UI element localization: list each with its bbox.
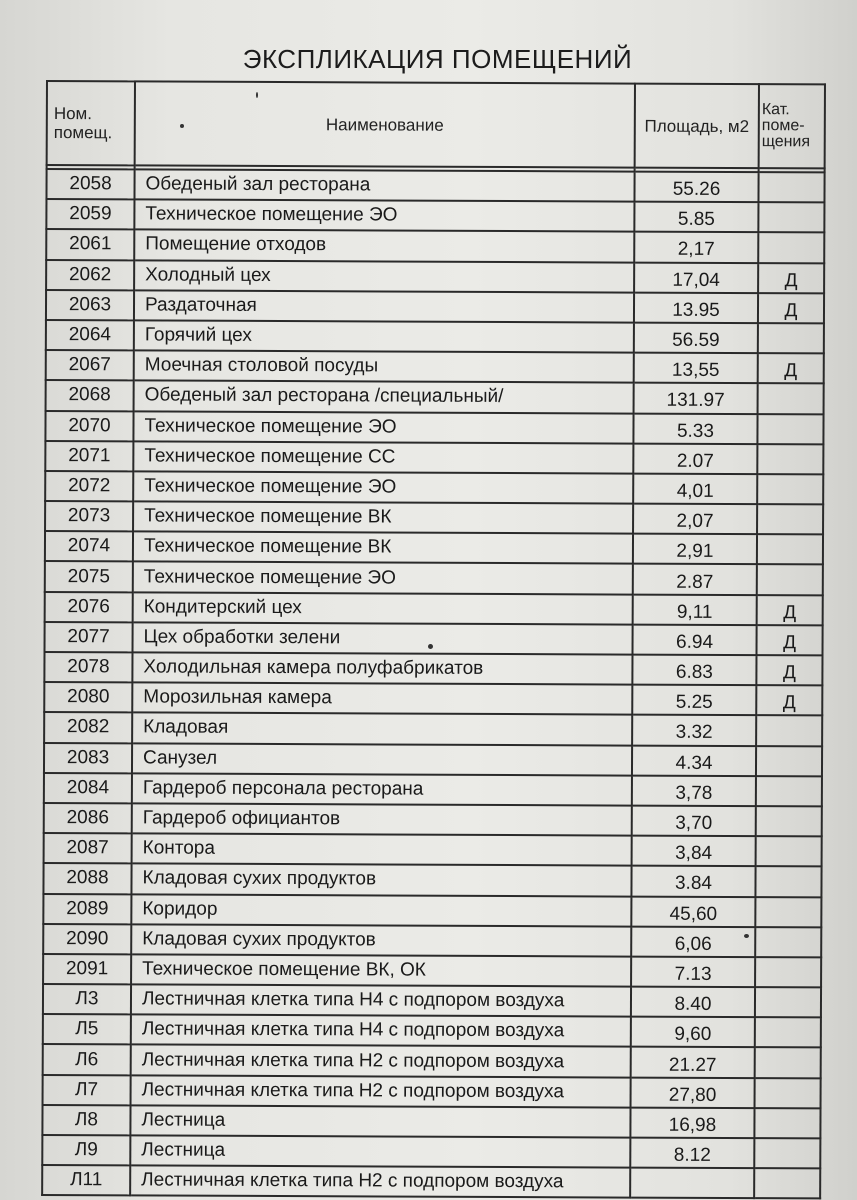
ink-speck [256, 92, 258, 98]
room-number: 2088 [43, 863, 131, 894]
room-area: 6,06 [631, 926, 755, 957]
room-name: Обеденый зал ресторана [134, 169, 634, 201]
room-number: 2058 [46, 169, 134, 200]
room-number: 2084 [44, 773, 132, 804]
room-name: Кондитерский цех [133, 592, 633, 624]
table-row [45, 561, 823, 595]
table-row [46, 380, 824, 414]
room-name: Цех обработки зелени [133, 622, 633, 654]
document-title: ЭКСПЛИКАЦИЯ ПОМЕЩЕНИЙ [242, 44, 633, 74]
room-category [756, 806, 822, 836]
room-category: Д [756, 655, 822, 685]
room-name: Техническое помещение ЭО [133, 411, 633, 443]
room-area: 3.84 [631, 866, 755, 897]
table-row [44, 712, 822, 746]
table-row [46, 169, 824, 203]
room-area: 16,98 [630, 1107, 754, 1138]
room-area: 55.26 [634, 172, 758, 203]
room-name: Лестница [130, 1105, 630, 1137]
table-row [43, 1044, 821, 1078]
room-area: 3.32 [632, 715, 756, 746]
room-name: Раздаточная [134, 290, 634, 322]
room-area: 2,07 [633, 504, 757, 535]
room-category [758, 172, 824, 202]
room-category [754, 1108, 820, 1138]
room-area [630, 1168, 754, 1199]
table-row [45, 592, 823, 626]
room-number: 2082 [44, 712, 132, 743]
room-category [754, 1138, 820, 1168]
table-row [45, 471, 823, 505]
room-name: Техническое помещение ВК [133, 501, 633, 533]
room-area: 4,01 [633, 473, 757, 504]
room-number: 2072 [45, 471, 133, 502]
table-row [45, 441, 823, 475]
room-name: Гардероб персонала ресторана [132, 773, 632, 805]
room-name: Горячий цех [134, 320, 634, 352]
room-name: Кладовая сухих продуктов [131, 924, 631, 956]
room-name: Техническое помещение ЭО [133, 471, 633, 503]
room-area: 4.34 [632, 745, 756, 776]
ink-speck [428, 644, 433, 649]
table-row [44, 833, 822, 867]
room-category [754, 1168, 820, 1198]
room-category [757, 504, 823, 534]
room-number: 2077 [45, 622, 133, 653]
room-category [757, 534, 823, 564]
room-name: Санузел [132, 743, 632, 775]
room-category [757, 474, 823, 504]
table-row [43, 1014, 821, 1048]
room-number: 2070 [45, 411, 133, 442]
room-number: 2068 [46, 380, 134, 411]
table-row [46, 350, 824, 384]
room-category [755, 897, 821, 927]
room-number: Л8 [42, 1105, 130, 1136]
table-row [45, 411, 823, 445]
room-number: Л11 [42, 1165, 130, 1196]
room-number: Л3 [43, 984, 131, 1015]
room-area: 45,60 [631, 896, 755, 927]
room-number: 2075 [45, 561, 133, 592]
room-name: Техническое помещение СС [133, 441, 633, 473]
explication-table [41, 80, 826, 1200]
header-area: Площадь, м2 [635, 84, 759, 169]
table-row [46, 199, 824, 233]
room-number: 2073 [45, 501, 133, 532]
room-area: 3,78 [632, 775, 756, 806]
room-number: 2064 [46, 320, 134, 351]
table-row [43, 863, 821, 897]
room-area: 5.33 [633, 413, 757, 444]
room-area: 7.13 [631, 956, 755, 987]
table-row [45, 622, 823, 656]
room-category [758, 383, 824, 413]
room-area: 2,17 [634, 232, 758, 263]
table-row [42, 1135, 820, 1169]
table-row [45, 501, 823, 535]
room-number: 2083 [44, 743, 132, 774]
table-row [44, 652, 822, 686]
room-category: Д [758, 263, 824, 293]
room-area: 9,11 [633, 594, 757, 625]
room-name: Кладовая [132, 713, 632, 745]
table-row [42, 1165, 820, 1199]
table-row [43, 893, 821, 927]
room-category [757, 414, 823, 444]
room-area: 13,55 [634, 353, 758, 384]
room-category [756, 715, 822, 745]
room-name: Лестничная клетка типа Н2 с подпором воздуха [130, 1166, 630, 1198]
room-number: 2061 [46, 229, 134, 260]
header-name: Наименование [135, 81, 635, 167]
room-category [755, 927, 821, 957]
room-name: Техническое помещение ЭО [134, 200, 634, 232]
room-category [758, 202, 824, 232]
room-area: 5.25 [632, 685, 756, 716]
room-category [755, 1078, 821, 1108]
room-number: Л5 [43, 1014, 131, 1045]
room-area: 131.97 [634, 383, 758, 414]
room-category [755, 987, 821, 1017]
ink-speck [180, 124, 184, 128]
table-row [43, 924, 821, 958]
room-category [757, 444, 823, 474]
room-category [755, 1017, 821, 1047]
room-name: Лестница [130, 1135, 630, 1167]
room-area: 27,80 [631, 1077, 755, 1108]
table-row [43, 984, 821, 1018]
room-area: 56.59 [634, 323, 758, 354]
table-row [43, 1075, 821, 1109]
table-row [44, 682, 822, 716]
room-category [758, 323, 824, 353]
room-number: 2078 [44, 652, 132, 683]
room-area: 2.87 [633, 564, 757, 595]
room-name: Техническое помещение ЭО [133, 562, 633, 594]
room-number: 2063 [46, 290, 134, 321]
room-area: 21.27 [631, 1047, 755, 1078]
table-row [44, 803, 822, 837]
room-name: Гардероб официантов [132, 803, 632, 835]
room-number: 2067 [46, 350, 134, 381]
room-category [755, 957, 821, 987]
ink-speck [744, 934, 749, 938]
room-number: 2086 [44, 803, 132, 834]
header-number: Ном. помещ. [47, 81, 135, 165]
room-area: 5.85 [634, 202, 758, 233]
room-name: Обеденый зал ресторана /специальный/ [134, 381, 634, 413]
room-number: 2074 [45, 531, 133, 562]
table-row [46, 290, 824, 324]
table-row [44, 773, 822, 807]
room-name: Лестничная клетка типа Н2 с подпором воздуха [131, 1075, 631, 1107]
room-area: 6.94 [632, 624, 756, 655]
room-area: 8.40 [631, 987, 755, 1018]
room-category [756, 746, 822, 776]
room-number: 2090 [43, 924, 131, 955]
table-header-row [47, 81, 825, 168]
room-category [756, 776, 822, 806]
room-name: Контора [132, 834, 632, 866]
room-name: Кладовая сухих продуктов [131, 864, 631, 896]
room-category: Д [758, 293, 824, 323]
room-area: 8.12 [630, 1138, 754, 1169]
room-name: Помещение отходов [134, 230, 634, 262]
room-number: Л7 [43, 1075, 131, 1106]
room-number: 2062 [46, 260, 134, 291]
room-name: Техническое помещение ВК [133, 532, 633, 564]
room-category [755, 866, 821, 896]
room-name: Лестничная клетка типа Н4 с подпором воздуха [131, 984, 631, 1016]
room-area: 13.95 [634, 292, 758, 323]
room-area: 3,70 [632, 806, 756, 837]
room-number: 2091 [43, 954, 131, 985]
table-row [42, 1105, 820, 1139]
room-category: Д [757, 595, 823, 625]
table-row [45, 531, 823, 565]
room-area: 6.83 [632, 655, 756, 686]
room-area: 2,91 [633, 534, 757, 565]
room-category [758, 232, 824, 262]
room-area: 9,60 [631, 1017, 755, 1048]
room-number: 2059 [46, 199, 134, 230]
room-number: 2080 [44, 682, 132, 713]
header-category: Кат. поме-щения [759, 84, 825, 168]
room-number: 2087 [44, 833, 132, 864]
room-category [756, 836, 822, 866]
room-number: Л6 [43, 1044, 131, 1075]
room-name: Техническое помещение ВК, ОК [131, 954, 631, 986]
room-category [757, 565, 823, 595]
room-name: Коридор [131, 894, 631, 926]
room-name: Лестничная клетка типа Н4 с подпором воздуха [131, 1015, 631, 1047]
room-category: Д [756, 625, 822, 655]
room-name: Холодильная камера полуфабрикатов [132, 652, 632, 684]
table-body [42, 169, 824, 1199]
room-area: 2.07 [633, 443, 757, 474]
room-number: 2071 [45, 441, 133, 472]
room-name: Лестничная клетка типа Н2 с подпором воздуха [131, 1045, 631, 1077]
room-number: 2076 [45, 592, 133, 623]
room-name: Моечная столовой посуды [134, 351, 634, 383]
room-category [755, 1048, 821, 1078]
room-name: Морозильная камера [132, 683, 632, 715]
table-row [44, 743, 822, 777]
table-row [46, 229, 824, 263]
room-category: Д [756, 685, 822, 715]
room-area: 17,04 [634, 262, 758, 293]
table-row [46, 260, 824, 294]
room-number: Л9 [42, 1135, 130, 1166]
table-row [46, 320, 824, 354]
room-area: 3,84 [632, 836, 756, 867]
room-number: 2089 [43, 893, 131, 924]
table-row [43, 954, 821, 988]
room-name: Холодный цех [134, 260, 634, 292]
room-category: Д [758, 353, 824, 383]
